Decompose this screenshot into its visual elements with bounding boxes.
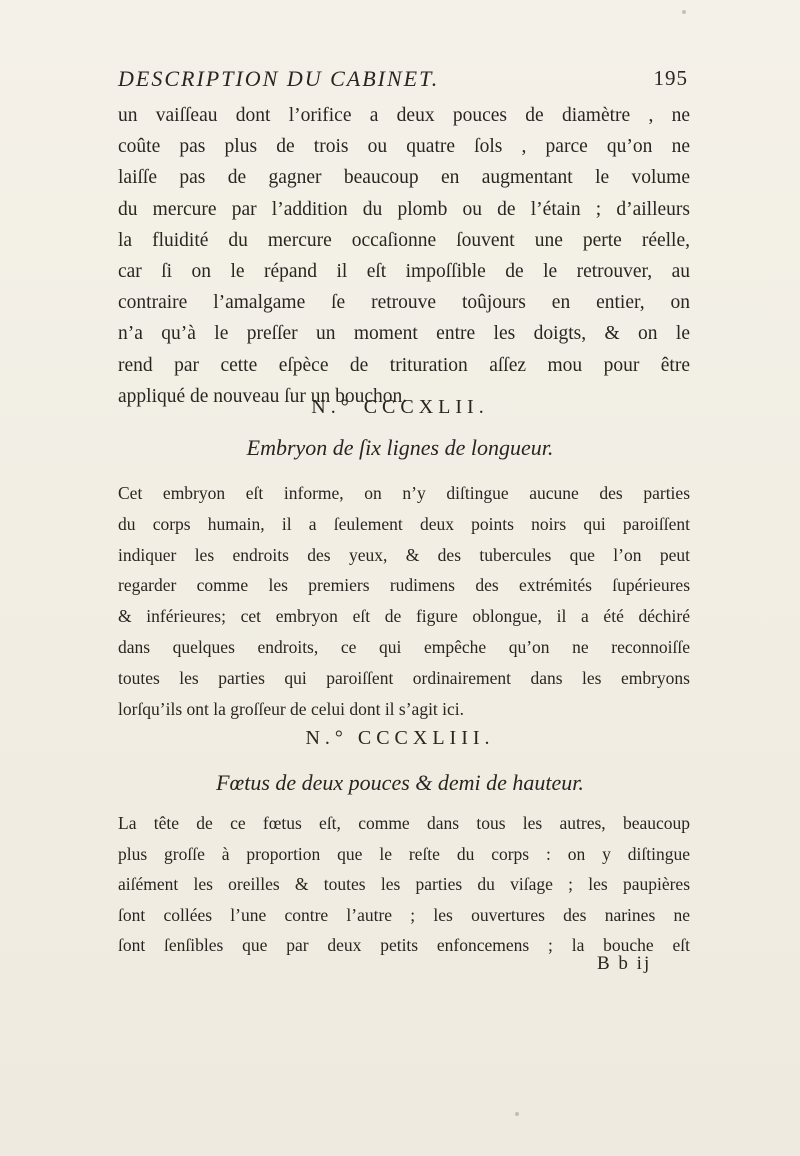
- paragraph-embryon: [118, 478, 690, 724]
- text-line: La tête de ce fœtus eſt, comme dans tous les autres, beaucoup: [118, 813, 690, 833]
- text-line: ſont collées l’une contre l’autre ; les ouvertures des narines ne: [118, 904, 690, 925]
- text-line: appliqué de nouveau ſur un bouchon.: [118, 385, 408, 407]
- text-line: dans quelques endroits, ce qui empêche qu’on ne reconnoiſſe: [118, 636, 690, 657]
- text-line: plus groſſe à proportion que le reſte du corps : on y diſtingue: [118, 843, 690, 864]
- text-line: laiſſe pas de gagner beaucoup en augmentant le volume: [118, 167, 690, 189]
- paper-spot: [515, 1112, 519, 1116]
- text-line: ſont ſenſibles que par deux petits enfoncemens ; la bouche eſt: [118, 935, 690, 955]
- page-number: 195: [653, 66, 688, 90]
- text-line: la fluidité du mercure occaſionne ſouvent une perte réelle,: [118, 229, 690, 251]
- text-line: du mercure par l’addition du plomb ou de l’étain ; d’ailleurs: [118, 198, 690, 220]
- text-line: du corps humain, il a ſeulement deux points noirs qui paroiſſent: [118, 513, 690, 534]
- entry-title-342: Embryon de ſix lignes de longueur.: [246, 435, 554, 460]
- text-line: aiſément les oreilles & toutes les parties du viſage ; les paupières: [118, 874, 690, 894]
- entry-number-343: N.° CCCXLIII.: [305, 727, 495, 749]
- running-head-title: DESCRIPTION DU CABINET.: [118, 66, 440, 91]
- paper-spot: [682, 10, 686, 14]
- text-line: regarder comme les premiers rudimens des extrémités ſupérieures: [118, 575, 690, 596]
- paragraph-foetus: [118, 808, 690, 961]
- entry-number-342: N.° CCCXLII.: [311, 396, 489, 418]
- paragraph-amalgame: [118, 100, 690, 412]
- entry-title-343: Fœtus de deux pouces & demi de hauteur.: [216, 770, 584, 795]
- running-head: [118, 66, 688, 100]
- text-line: car ſi on le répand il eſt impoſſible de le retrouver, au: [118, 261, 690, 283]
- text-line: un vaiſſeau dont l’orifice a deux pouces de diamètre , ne: [118, 105, 690, 126]
- text-line: n’a qu’à le preſſer un moment entre les doigts, & on le: [118, 323, 690, 345]
- text-line: coûte pas plus de trois ou quatre ſols , parce qu’on ne: [118, 136, 690, 158]
- text-line: rend par cette eſpèce de trituration aſſez mou pour être: [118, 354, 690, 376]
- text-line: lorſqu’ils ont la groſſeur de celui dont il s’agit ici.: [118, 698, 465, 719]
- text-line: Cet embryon eſt informe, on n’y diſtingue aucune des parties: [118, 483, 690, 503]
- text-line: indiquer les endroits des yeux, & des tubercules que l’on peut: [118, 544, 690, 565]
- text-line: contraire l’amalgame ſe retrouve toûjours en entier, on: [118, 292, 690, 314]
- text-line: toutes les parties qui paroiſſent ordinairement dans les embryons: [118, 667, 690, 688]
- text-line: & inférieures; cet embryon eſt de figure oblongue, il a été déchiré: [118, 606, 690, 627]
- signature-mark: B b ij: [597, 953, 652, 974]
